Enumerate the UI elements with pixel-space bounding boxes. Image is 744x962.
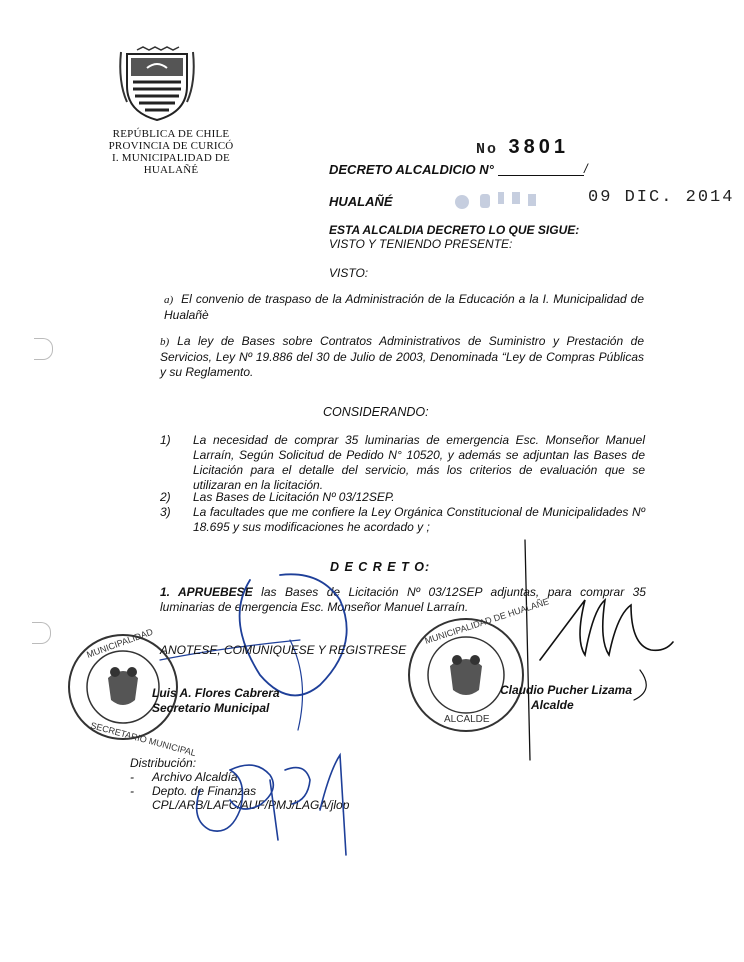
considerando-heading: CONSIDERANDO: — [323, 405, 429, 419]
visto-item-b — [160, 334, 644, 380]
considerando-text-1: La necesidad de comprar 35 luminarias de emergencia Esc. Monseñor Manuel Larraín, Según Solicitud de Pedido N° 10520, y además se adjuntan las Bases de Licitación para el detalle del servicio, más los criterios de evaluación que se utilizaran en la licitación. — [193, 433, 645, 492]
decreto-item-marker: 1. APRUEBESE — [160, 585, 253, 599]
handwritten-initials — [170, 750, 370, 860]
distribution-item-text: Depto. de Finanzas — [152, 784, 257, 798]
decreto-heading: D E C R E T O: — [330, 560, 431, 574]
considerando-text-3: La facultades que me confiere la Ley Orgánica Constitucional de Municipalidades Nº 18.695 y sus modificaciones he acordado y ; — [193, 505, 645, 534]
header-line-2: PROVINCIA DE CURICÓ — [108, 140, 234, 152]
faded-stamp — [452, 188, 552, 212]
considerando-text-2: Las Bases de Licitación Nº 03/12SEP. — [193, 490, 395, 504]
decree-number-stamp — [476, 136, 569, 159]
considerando-marker-1: 1) — [160, 433, 171, 447]
distribution-initials: CPL/ARB/LAFC/AUF/PMJ/LAGA/jlop — [152, 798, 350, 812]
visto-item-marker: a) — [164, 294, 174, 306]
secretary-role: Secretario Municipal — [152, 701, 270, 715]
number-prefix: No — [476, 141, 499, 158]
visto-item-a — [164, 292, 644, 323]
decreto-item-text: las Bases de Licitación Nº 03/12SEP adjuntas, para comprar 35 luminarias de emergencia Esc. Monseñor Manuel Larraín. — [160, 585, 646, 614]
header-line-1: REPÚBLICA DE CHILE — [112, 128, 230, 140]
distribution-item-2: - Depto. de Finanzas — [130, 784, 257, 798]
secretary-name: Luis A. Flores Cabrera — [152, 686, 280, 700]
decree-title: DECRETO ALCALDICIO N° — [329, 162, 494, 177]
coat-of-arms-logo — [117, 46, 197, 122]
mayor-name: Claudio Pucher Lizama — [500, 683, 633, 697]
distribution-item-text: Archivo Alcaldía — [152, 770, 238, 784]
mayor-role: Alcalde — [531, 698, 574, 712]
decree-number-line — [498, 175, 584, 176]
decree-slash: / — [584, 161, 588, 176]
mayor-seal — [408, 596, 551, 732]
svg-text:MUNICIPALIDAD DE HUALAÑE: MUNICIPALIDAD DE HUALAÑE — [423, 596, 551, 646]
hole-punch-2 — [32, 622, 51, 644]
visto-item-text: La ley de Bases sobre Contratos Administrativos de Suministro y Prestación de Servicios, Ley Nº 19.886 del 30 de Julio de 2003, Denominada “Ley de Compras Públicas y su Reglamento. — [160, 334, 644, 379]
closing-text: ANOTESE, COMUNIQUESE Y REGISTRESE — [160, 643, 407, 657]
svg-text:SECRETARIO MUNICIPAL: SECRETARIO MUNICIPAL — [89, 720, 198, 759]
visto-teniendo: VISTO Y TENIENDO PRESENTE: — [329, 237, 513, 251]
decree-number: 3801 — [508, 136, 569, 158]
visto-item-text: El convenio de traspaso de la Administración de la Educación a la I. Municipalidad de Hualañè — [164, 292, 644, 322]
considerando-marker-2: 2) — [160, 490, 171, 504]
svg-text:MUNICIPALIDAD: MUNICIPALIDAD — [85, 626, 155, 660]
date-stamp: 09 DIC. 2014 — [588, 188, 735, 207]
decree-lead: ESTA ALCALDIA DECRETO LO QUE SIGUE: — [329, 223, 580, 237]
header-line-3: I. MUNICIPALIDAD DE HUALAÑÉ — [112, 152, 230, 176]
considerando-marker-3: 3) — [160, 505, 171, 519]
svg-text:ALCALDE: ALCALDE — [444, 714, 490, 725]
distribution-heading: Distribución: — [130, 756, 197, 770]
visto-heading: VISTO: — [329, 266, 369, 280]
header-block — [96, 128, 246, 176]
distribution-item-1: - Archivo Alcaldía — [130, 770, 238, 784]
city-label: HUALAÑÉ — [329, 194, 393, 209]
hole-punch-1 — [34, 338, 53, 360]
visto-item-marker: b) — [160, 336, 170, 348]
